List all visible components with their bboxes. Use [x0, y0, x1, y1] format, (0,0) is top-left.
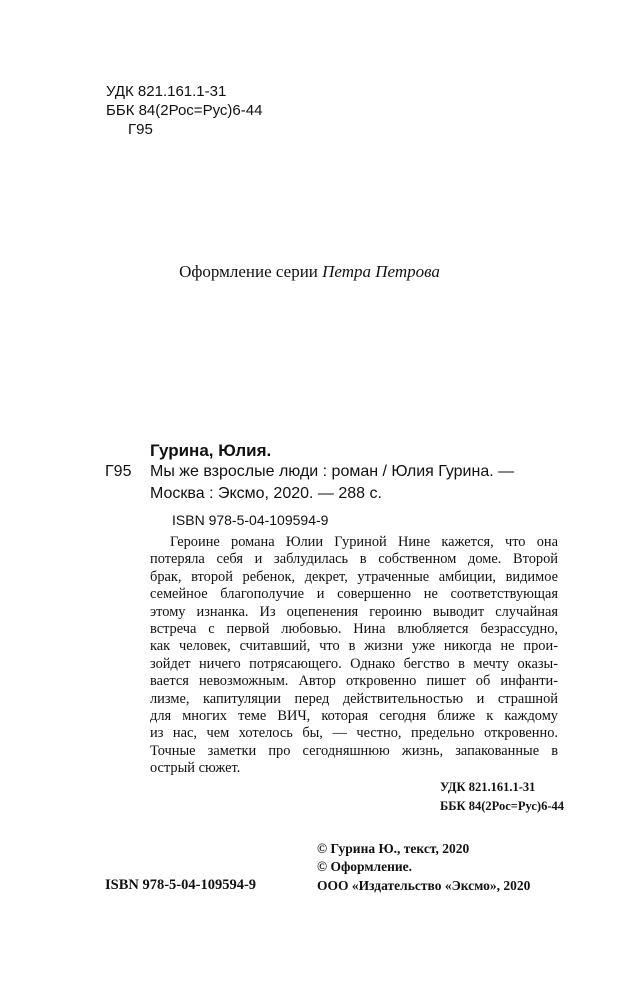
author-mark: Г95 — [105, 463, 132, 480]
copyright-text: © Гурина Ю., текст, 2020 — [317, 841, 470, 856]
annotation-line: потеряла себя и заблудилась в собственном доме. Второй — [150, 551, 558, 568]
annotation-line: этому изнанка. Из оцепенения героиню выводит случайная — [150, 603, 558, 620]
annotation-line: для многих теме ВИЧ, которая сегодня ближе к каждому — [150, 708, 558, 725]
copyright-design: © Оформление. — [317, 859, 413, 874]
title-statement: Мы же взрослые люди : роман / Юлия Гурина. — — [150, 463, 515, 480]
series-design-label: Оформление серии — [179, 262, 318, 281]
udk-code-bottom: УДК 821.161.1-31 — [440, 780, 536, 794]
bbk-code-bottom: ББК 84(2Рос=Рус)6-44 — [440, 799, 564, 813]
annotation-line: лизме, капитуляции перед действительностью и страшной — [150, 690, 558, 707]
series-design-credit — [0, 262, 619, 282]
annotation-line: Точные заметки про сегодняшнюю жизнь, запакованные в — [150, 742, 558, 759]
copyright-publisher: ООО «Издательство «Эксмо», 2020 — [317, 878, 531, 893]
annotation-line: зойдет ничего потрясающего. Однако бегство в мечту оказы- — [150, 655, 558, 672]
annotation-line: встреча с первой любовью. Нина влюбляется безрассудно, — [150, 621, 558, 638]
bbk-code-top: ББК 84(2Рос=Рус)6-44 — [106, 102, 263, 119]
annotation-line: Героине романа Юлии Гуриной Нине кажется, что она — [170, 534, 558, 550]
annotation-line: семейное благополучие и совершенно не соответствующая — [150, 586, 558, 603]
annotation-line: из нас, чем хотелось бы, — честно, предельно откровенно. — [150, 725, 558, 742]
annotation-line: как человек, считавший, что в жизни уже никогда не прои- — [150, 638, 558, 655]
author-mark-top: Г95 — [128, 121, 153, 138]
isbn-record: ISBN 978-5-04-109594-9 — [172, 512, 329, 528]
series-designer-name: Петра Петрова — [322, 262, 440, 281]
annotation-line: брак, второй ребенок, декрет, утраченные амбиции, видимое — [150, 568, 558, 585]
isbn-footer: ISBN 978-5-04-109594-9 — [105, 877, 257, 893]
annotation-paragraph — [150, 534, 558, 778]
author-heading: Гурина, Юлия. — [150, 441, 272, 460]
annotation-line: вается невозможным. Автор откровенно пишет об инфанти- — [150, 673, 558, 690]
annotation-line: острый сюжет. — [150, 760, 241, 777]
publication-statement: Москва : Эксмо, 2020. — 288 с. — [150, 485, 382, 502]
udk-code-top: УДК 821.161.1-31 — [106, 83, 227, 100]
